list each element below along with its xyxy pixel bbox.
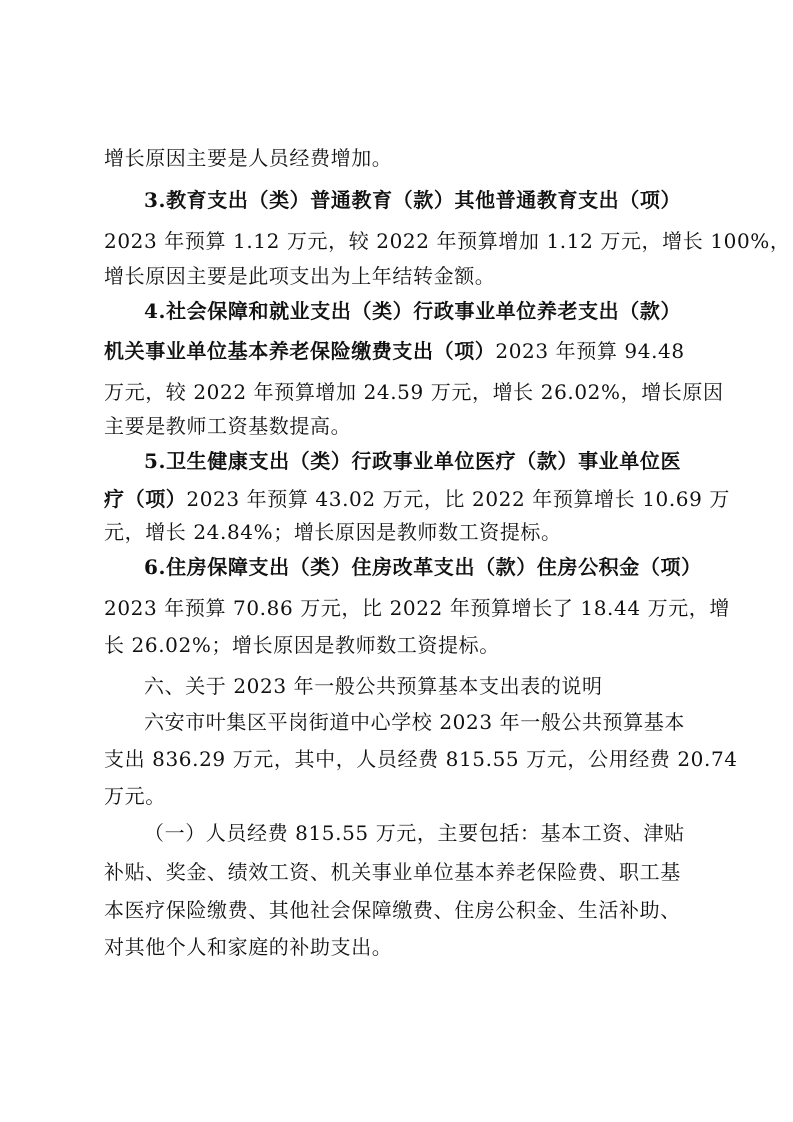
paragraph-line: 2023 年预算 1.12 万元，较 2022 年预算增加 1.12 万元，增长 100%， (104, 229, 791, 253)
paragraph-line: 增长原因主要是人员经费增加。 (104, 146, 393, 170)
paragraph-line: 万元，较 2022 年预算增加 24.59 万元，增长 26.02%，增长原因 (104, 380, 724, 404)
paragraph-line: 增长原因主要是此项支出为上年结转金额。 (104, 264, 496, 288)
paragraph-line: 对其他个人和家庭的补助支出。 (104, 935, 393, 959)
section-heading-5: 5.卫生健康支出（类）行政事业单位医疗（款）事业单位医 (144, 449, 682, 473)
section-heading-4: 4.社会保障和就业支出（类）行政事业单位养老支出（款） (144, 299, 682, 323)
paragraph-line: 万元。 (104, 784, 166, 808)
section-title-6: 六、关于 2023 年一般公共预算基本支出表的说明 (144, 674, 603, 698)
section-heading-6: 6.住房保障支出（类）住房改革支出（款）住房公积金（项） (144, 555, 702, 579)
paragraph-line: 六安市叶集区平岗街道中心学校 2023 年一般公共预算基本 (144, 710, 686, 734)
paragraph-line: 元，增长 24.84%；增长原因是教师数工资提标。 (104, 520, 562, 544)
paragraph-line: 补贴、奖金、绩效工资、机关事业单位基本养老保险费、职工基 (104, 860, 681, 884)
paragraph-line: 主要是教师工资基数提高。 (104, 414, 352, 438)
paragraph-line: 支出 836.29 万元，其中，人员经费 815.55 万元，公用经费 20.74 (104, 747, 738, 771)
paragraph-line: 疗（项）2023 年预算 43.02 万元，比 2022 年预算增长 10.69 万 (104, 487, 731, 511)
paragraph-line: 机关事业单位基本养老保险缴费支出（项）2023 年预算 94.48 (104, 339, 685, 363)
paragraph-line: 长 26.02%；增长原因是教师数工资提标。 (104, 633, 500, 657)
paragraph-line: 本医疗保险缴费、其他社会保障缴费、住房公积金、生活补助、 (104, 898, 681, 922)
paragraph-line: （一）人员经费 815.55 万元，主要包括：基本工资、津贴 (144, 821, 685, 845)
section-heading-3: 3.教育支出（类）普通教育（款）其他普通教育支出（项） (144, 188, 682, 212)
paragraph-line: 2023 年预算 70.86 万元，比 2022 年预算增长了 18.44 万元，增 (104, 596, 731, 620)
